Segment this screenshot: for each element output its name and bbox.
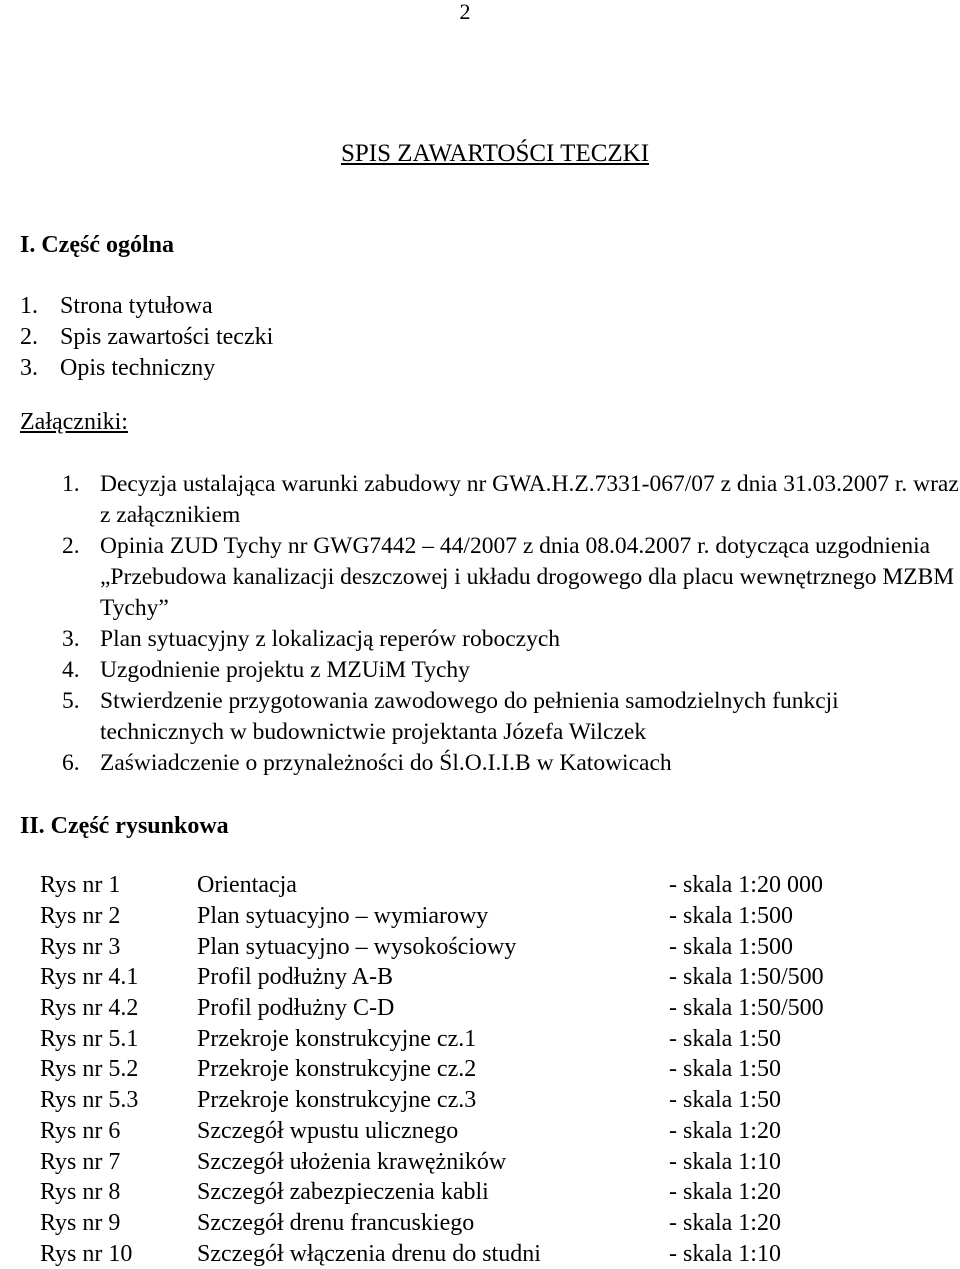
drawing-number: Rys nr 9 xyxy=(40,1209,121,1236)
drawing-number: Rys nr 2 xyxy=(40,903,121,930)
part-1-list xyxy=(20,291,273,384)
table-row xyxy=(40,1208,849,1239)
drawing-title: Szczegół drenu francuskiego xyxy=(197,1209,475,1236)
list-item-text: Uzgodnienie projektu z MZUiM Tychy xyxy=(100,657,470,683)
list-item-number: 1. xyxy=(20,293,38,319)
list-item xyxy=(62,469,960,531)
drawing-scale: - skala 1:50/500 xyxy=(669,964,824,991)
list-item-number: 5. xyxy=(62,688,80,714)
drawing-title: Przekroje konstrukcyjne cz.3 xyxy=(197,1087,477,1114)
page-number: 2 xyxy=(459,0,471,24)
drawing-number: Rys nr 7 xyxy=(40,1148,121,1175)
drawing-scale: - skala 1:10 xyxy=(669,1148,781,1175)
drawing-scale: - skala 1:50 xyxy=(669,1087,781,1114)
drawing-scale: - skala 1:500 xyxy=(669,903,793,930)
drawing-scale: - skala 1:50 xyxy=(669,1056,781,1083)
drawing-scale: - skala 1:20 xyxy=(669,1117,781,1144)
drawing-title: Plan sytuacyjno – wymiarowy xyxy=(197,903,489,930)
drawing-scale: - skala 1:500 xyxy=(669,933,793,960)
drawing-title: Szczegół włączenia drenu do studni xyxy=(197,1240,541,1267)
drawing-title: Orientacja xyxy=(197,872,297,899)
drawing-scale: - skala 1:50/500 xyxy=(669,995,824,1022)
drawing-scale: - skala 1:20 000 xyxy=(669,872,823,899)
part-1-heading: I. Część ogólna xyxy=(20,232,174,258)
list-item xyxy=(62,655,960,686)
list-item-number: 2. xyxy=(62,533,80,559)
list-item xyxy=(62,748,960,779)
list-item-number: 2. xyxy=(20,324,38,350)
list-item-text: Stwierdzenie przygotowania zawodowego do pełnienia samodzielnych funkcji technicznych w budownictwie projektanta Józefa Wilczek xyxy=(100,688,839,745)
drawing-number: Rys nr 5.3 xyxy=(40,1087,139,1114)
drawings-table xyxy=(40,870,849,1269)
list-item-number: 6. xyxy=(62,750,80,776)
list-item-number: 1. xyxy=(62,471,80,497)
drawing-title: Plan sytuacyjno – wysokościowy xyxy=(197,933,517,960)
list-item-text: Strona tytułowa xyxy=(60,293,213,319)
drawing-number: Rys nr 10 xyxy=(40,1240,133,1267)
table-row xyxy=(40,1146,849,1177)
drawing-title: Profil podłużny C-D xyxy=(197,995,395,1022)
drawing-title: Szczegół wpustu ulicznego xyxy=(197,1117,459,1144)
table-row xyxy=(40,1177,849,1208)
drawing-scale: - skala 1:10 xyxy=(669,1240,781,1267)
list-item xyxy=(20,353,273,384)
list-item-text: Spis zawartości teczki xyxy=(60,324,274,350)
drawing-title: Szczegół zabezpieczenia kabli xyxy=(197,1179,489,1206)
table-row xyxy=(40,1023,849,1054)
list-item xyxy=(62,686,960,748)
drawing-number: Rys nr 8 xyxy=(40,1179,121,1206)
drawing-number: Rys nr 3 xyxy=(40,933,121,960)
table-row xyxy=(40,870,849,901)
drawing-scale: - skala 1:50 xyxy=(669,1025,781,1052)
table-row xyxy=(40,993,849,1024)
list-item xyxy=(20,291,273,322)
list-item-number: 4. xyxy=(62,657,80,683)
drawing-number: Rys nr 5.2 xyxy=(40,1056,139,1083)
list-item xyxy=(20,322,273,353)
drawing-number: Rys nr 5.1 xyxy=(40,1025,139,1052)
list-item-text: Opis techniczny xyxy=(60,355,216,381)
list-item-text: Zaświadczenie o przynależności do Śl.O.I.I.B w Katowicach xyxy=(100,750,672,776)
drawing-number: Rys nr 4.1 xyxy=(40,964,139,991)
table-row xyxy=(40,901,849,932)
drawing-scale: - skala 1:20 xyxy=(669,1179,781,1206)
drawing-scale: - skala 1:20 xyxy=(669,1209,781,1236)
drawing-title: Szczegół ułożenia krawężników xyxy=(197,1148,507,1175)
drawing-title: Przekroje konstrukcyjne cz.1 xyxy=(197,1025,477,1052)
attachments-list xyxy=(62,469,960,779)
list-item xyxy=(62,531,960,624)
drawing-title: Przekroje konstrukcyjne cz.2 xyxy=(197,1056,477,1083)
list-item xyxy=(62,624,960,655)
list-item-number: 3. xyxy=(20,355,38,381)
list-item-text: Decyzja ustalająca warunki zabudowy nr GWA.H.Z.7331-067/07 z dnia 31.03.2007 r. wraz z załącznikiem xyxy=(100,471,959,528)
list-item-text: Plan sytuacyjny z lokalizacją reperów roboczych xyxy=(100,626,561,652)
table-row xyxy=(40,1116,849,1147)
table-row xyxy=(40,1238,849,1269)
table-row xyxy=(40,1054,849,1085)
table-row xyxy=(40,931,849,962)
list-item-text: Opinia ZUD Tychy nr GWG7442 – 44/2007 z dnia 08.04.2007 r. dotycząca uzgodnienia „Przebudowa kanalizacji deszczowej i układu drogowego dla placu wewnętrznego MZBM Tychy” xyxy=(100,533,955,621)
table-row xyxy=(40,962,849,993)
table-row xyxy=(40,1085,849,1116)
attachments-heading: Załączniki: xyxy=(20,409,128,435)
drawing-number: Rys nr 6 xyxy=(40,1117,121,1144)
part-2-heading: II. Część rysunkowa xyxy=(20,813,229,839)
drawing-number: Rys nr 4.2 xyxy=(40,995,139,1022)
list-item-number: 3. xyxy=(62,626,80,652)
document-title: SPIS ZAWARTOŚCI TECZKI xyxy=(340,140,650,167)
drawing-number: Rys nr 1 xyxy=(40,872,121,899)
drawing-title: Profil podłużny A-B xyxy=(197,964,393,991)
